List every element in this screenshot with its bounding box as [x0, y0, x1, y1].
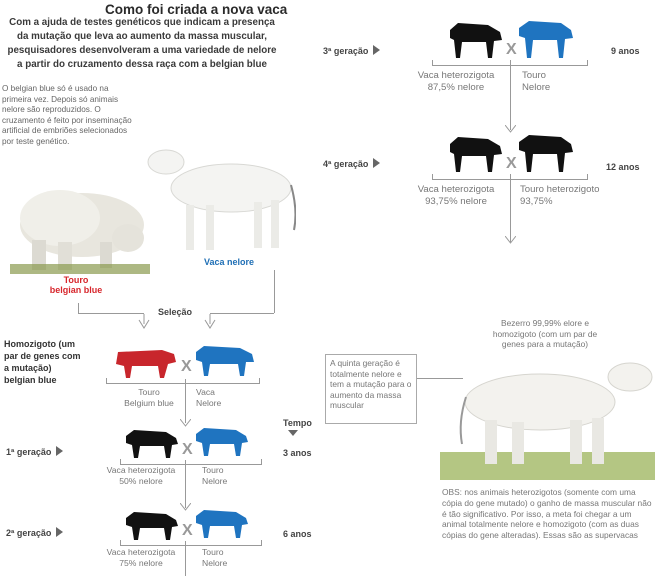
- calf-photo: [440, 352, 655, 480]
- g4-left-caption: Vaca heterozigota 93,75% nelore: [417, 184, 495, 207]
- bull-silhouette-blue-g2: [194, 508, 252, 540]
- quinta-geracao-callout: A quinta geração é totalmente nelore e tem a mutação para o aumento da massa muscular: [325, 354, 417, 424]
- g4-anos: 12 anos: [606, 162, 640, 172]
- bull-silhouette-blue-g1: [194, 426, 252, 458]
- cross-icon: X: [182, 441, 193, 458]
- g3-right-caption: Touro Nelore: [522, 70, 551, 93]
- cow-silhouette-black-g2: [124, 510, 182, 542]
- bull-silhouette-red: [112, 344, 180, 380]
- obs-note: OBS: nos animais heterozigotos (somente com uma cópia do gene mutado) o ganho de massa muscular não é tão significativo. Por isso, a meta foi chegar a um animal totalmente nelore e homozigoto (com as duas cópias do gene alteradas). Essas são as supervacas: [442, 487, 652, 541]
- cow-silhouette-black-g3: [448, 20, 504, 60]
- g2-right-caption: Touro Nelore: [202, 547, 228, 568]
- touro-belgian-label: Touro belgian blue: [49, 275, 103, 295]
- g2-anos: 6 anos: [283, 529, 312, 539]
- intro-text: O belgian blue só é usado na primeira vez. Depois só animais nelore são reproduzidos. O cruzamento é feito por inseminação artificial de embriões selecionados por teste genético.: [2, 84, 132, 146]
- cross-icon: X: [506, 155, 517, 172]
- g0-right-caption: Vaca Nelore: [196, 387, 222, 408]
- g3-left-caption: Vaca heterozigota 87,5% nelore: [417, 70, 495, 93]
- cow-silhouette-black-g1: [124, 428, 182, 460]
- g4-label: 4ª geração: [323, 158, 380, 169]
- cross-icon: X: [182, 522, 193, 539]
- g2-label: 2ª geração: [6, 527, 63, 538]
- homozigoto-label: Homozigoto (um par de genes com a mutação) belgian blue: [4, 339, 81, 385]
- vaca-nelore-label: Vaca nelore: [204, 257, 255, 267]
- cross-icon: X: [181, 358, 192, 375]
- g3-label: 3ª geração: [323, 45, 380, 56]
- cross-icon: X: [506, 41, 517, 58]
- bull-silhouette-black-g4: [517, 132, 575, 174]
- g1-anos: 3 anos: [283, 448, 312, 458]
- g0-left-caption: Touro Belgium blue: [124, 387, 174, 408]
- bull-silhouette-blue-g3: [517, 18, 575, 60]
- cow-silhouette-blue: [192, 342, 258, 378]
- g1-label: 1ª geração: [6, 446, 63, 457]
- belgian-blue-bull-photo: [10, 170, 150, 275]
- tempo-label: Tempo: [283, 418, 312, 428]
- g1-left-caption: Vaca heterozigota 50% nelore: [106, 465, 176, 486]
- down-triangle-icon: [288, 430, 298, 436]
- g3-anos: 9 anos: [611, 46, 640, 56]
- selecao-label: Seleção: [158, 307, 193, 317]
- page-title: Como foi criada a nova vaca: [105, 2, 288, 17]
- bezerro-caption: Bezerro 99,99% elore e homozigoto (com um par de genes para a mutação): [492, 318, 598, 349]
- nelore-cow-photo: [136, 140, 296, 255]
- g1-right-caption: Touro Nelore: [202, 465, 228, 486]
- g2-left-caption: Vaca heterozigota 75% nelore: [106, 547, 176, 568]
- selection-arrows: [108, 310, 248, 334]
- cow-silhouette-black-g4: [448, 134, 504, 174]
- g4-right-caption: Touro heterozigoto 93,75%: [520, 184, 600, 207]
- page-subtitle: Com a ajuda de testes genéticos que indicam a presença da mutação que leva ao aumento da massa muscular, pesquisadores desenvolveram a uma variedade de nelore a partir do cruzamento dessa raça com a belgian blue: [7, 17, 277, 70]
